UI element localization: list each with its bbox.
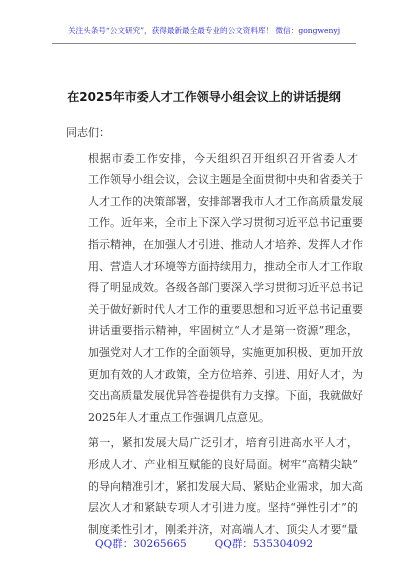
- text-line: 关于做好新时代人才工作的重要思想和习近平总书记重要: [88, 302, 363, 316]
- footer-contacts: [0, 536, 408, 551]
- text-line: 用、营造人才环境等方面持续用力，推动全市人才工作取: [88, 259, 363, 273]
- text-line: 根据市委工作安排，今天组织召开组织召开省委人才: [88, 151, 358, 165]
- text-line: 制度柔性引才，刚柔并济，对高端人才、顶尖人才要“量: [88, 522, 358, 536]
- paragraph-2: [88, 432, 363, 540]
- text-line: 得了明显成效。各级各部门要深入学习贯彻习近平总书记: [88, 281, 363, 295]
- document-title: 在2025年市委人才工作领导小组会议上的讲话提纲: [67, 90, 341, 104]
- text-line: 第一，紧扣发展大局广泛引才，培育引进高水平人才，: [88, 436, 358, 450]
- text-line: 加强党对人才工作的全面领导，实施更加积极、更加开放: [88, 345, 363, 359]
- text-line: 2025年人才重点工作强调几点意见。: [88, 410, 270, 424]
- text-line: 交出高质量发展优异答卷提供有力支撑。下面，我就做好: [88, 389, 363, 403]
- footer-qq-group-2: QQ群：535304092: [214, 538, 313, 550]
- paragraph-1: [88, 148, 363, 429]
- header-banner: 关注头条号“公文研究”，获得最新最全最专业的公文资料库！ 微信：gongwenyj: [67, 26, 341, 35]
- text-line: 形成人才、产业相互赋能的良好局面。树牢“高精尖缺”: [88, 457, 358, 471]
- text-line: 工作。近年来，全市上下深入学习贯彻习近平总书记重要: [88, 216, 363, 230]
- text-line: 工作领导小组会议，会议主题是全面贯彻中央和省委关于: [88, 173, 363, 187]
- footer-qq-group-1: QQ群：30265665: [94, 538, 187, 550]
- document-body: [66, 122, 363, 540]
- text-line: 指示精神，在加强人才引进、推动人才培养、发挥人才作: [88, 237, 363, 251]
- text-line: 人才工作的决策部署，安排部署我市人才工作高质量发展: [88, 194, 363, 208]
- text-line: 讲话重要指示精神，牢固树立“人才是第一资源”理念，: [88, 324, 358, 338]
- text-line: 的导向精准引才，紧扣发展大局、紧贴企业需求，加大高: [88, 479, 363, 493]
- salutation: 同志们：: [66, 126, 110, 139]
- header-divider: [52, 43, 356, 44]
- text-line: 层次人才和紧缺专项人才引进力度。坚持“弹性引才”的: [88, 501, 358, 515]
- text-line: 更加有效的人才政策，全方位培养、引进、用好人才，为: [88, 367, 363, 381]
